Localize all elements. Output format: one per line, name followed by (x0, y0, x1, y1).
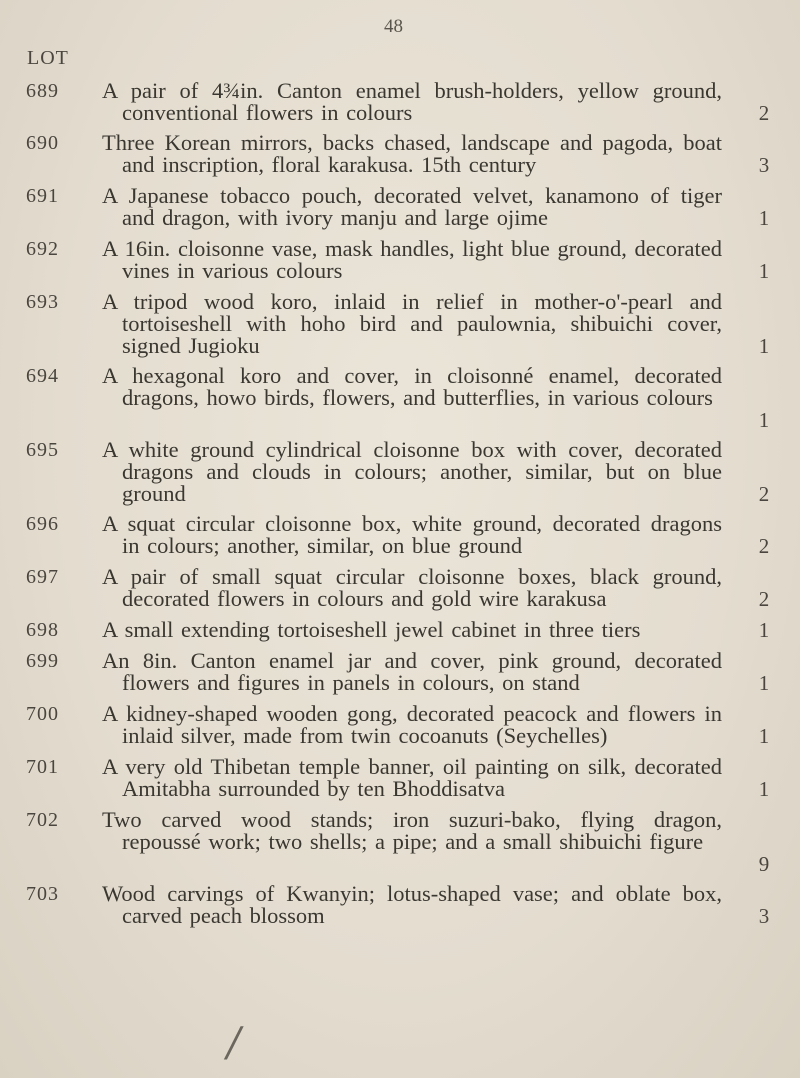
lot-number: 702 (26, 809, 59, 831)
lot-description: A tripod wood koro, inlaid in relief in mother-o'-pearl and tortoiseshell with hoho bird and paulownia, shibuichi cover, signed Jugioku (102, 289, 722, 358)
lot-number: 703 (26, 883, 59, 905)
lot-quantity: 1 (758, 777, 770, 801)
lot-quantity: 3 (758, 153, 770, 177)
lot-number: 695 (26, 439, 59, 461)
lot-description: A 16in. cloisonne vase, mask handles, light blue ground, decorated vines in various colours (102, 236, 722, 283)
lot-number: 689 (26, 80, 59, 102)
lot-number: 690 (26, 132, 59, 154)
lot-quantity: 1 (758, 671, 770, 695)
lot-quantity: 2 (758, 101, 770, 125)
lot-description: Wood carvings of Kwanyin; lotus-shaped vase; and oblate box, carved peach blossom (102, 881, 722, 928)
lot-description: A pair of small squat circular cloisonne boxes, black ground, decorated flowers in colours and gold wire karakusa (102, 564, 722, 611)
lot-description: A Japanese tobacco pouch, decorated velvet, kanamono of tiger and dragon, with ivory manju and large ojime (102, 183, 722, 230)
lot-number: 701 (26, 756, 59, 778)
lot-quantity: 1 (758, 724, 770, 748)
lot-quantity: 1 (758, 408, 770, 432)
lot-number: 697 (26, 566, 59, 588)
lot-description: Three Korean mirrors, backs chased, landscape and pagoda, boat and inscription, floral karakusa. 15th century (102, 130, 722, 177)
lot-description: A very old Thibetan temple banner, oil painting on silk, decorated Amitabha surrounded by ten Bhoddisatva (102, 754, 722, 801)
lot-column-header: LOT (27, 47, 69, 69)
lot-number: 693 (26, 291, 59, 313)
lot-quantity: 3 (758, 904, 770, 928)
lot-quantity: 2 (758, 587, 770, 611)
lot-number: 699 (26, 650, 59, 672)
lot-quantity: 1 (758, 206, 770, 230)
pencil-mark: / (227, 1020, 241, 1066)
lot-description: A kidney-shaped wooden gong, decorated peacock and flowers in inlaid silver, made from twin cocoanuts (Seychelles) (102, 701, 722, 748)
lot-number: 694 (26, 365, 59, 387)
lot-description: Two carved wood stands; iron suzuri-bako, flying dragon, repoussé work; two shells; a pipe; and a small shibuichi figure (102, 807, 722, 854)
lot-description: A squat circular cloisonne box, white ground, decorated dragons in colours; another, similar, on blue ground (102, 511, 722, 558)
lot-description: A small extending tortoiseshell jewel cabinet in three tiers (102, 617, 641, 642)
lot-quantity: 9 (758, 852, 770, 876)
lot-quantity: 2 (758, 482, 770, 506)
lot-number: 691 (26, 185, 59, 207)
lot-quantity: 1 (758, 618, 770, 642)
lot-quantity: 2 (758, 534, 770, 558)
lot-description: A hexagonal koro and cover, in cloisonné enamel, decorated dragons, howo birds, flowers, and butterflies, in various colours (102, 363, 722, 410)
lot-number: 696 (26, 513, 59, 535)
lot-number: 700 (26, 703, 59, 725)
lot-description: A white ground cylindrical cloisonne box with cover, decorated dragons and clouds in colours; another, similar, but on blue ground (102, 437, 722, 506)
lot-quantity: 1 (758, 259, 770, 283)
page-number: 48 (384, 16, 403, 37)
lot-number: 692 (26, 238, 59, 260)
lot-description: An 8in. Canton enamel jar and cover, pink ground, decorated flowers and figures in panels in colours, on stand (102, 648, 722, 695)
lot-number: 698 (26, 619, 59, 641)
lot-quantity: 1 (758, 334, 770, 358)
lot-description: A pair of 4¾in. Canton enamel brush-holders, yellow ground, conventional flowers in colours (102, 78, 722, 125)
